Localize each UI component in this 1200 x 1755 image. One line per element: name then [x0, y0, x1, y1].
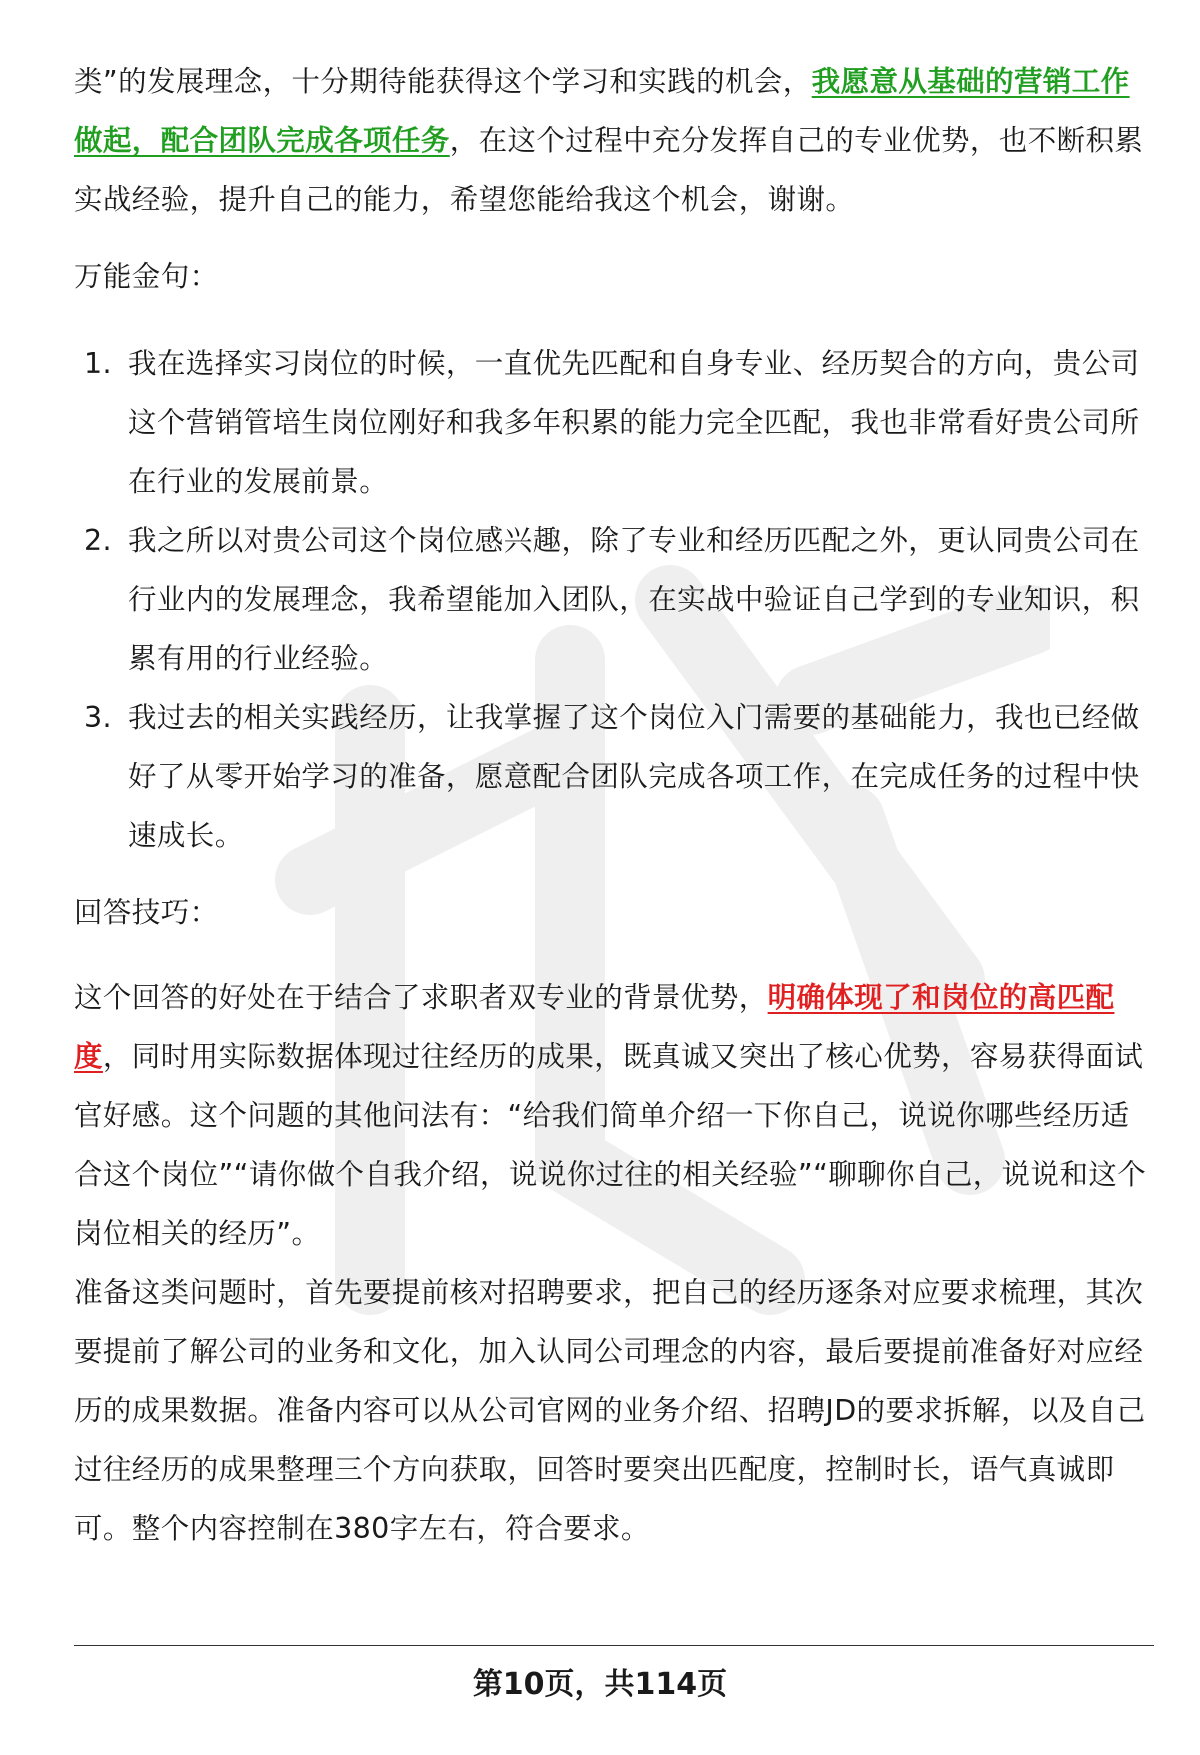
tips-highlight: 明确体现了和岗位的高匹配度	[74, 981, 1115, 1073]
tips-paragraph	[74, 968, 1149, 1263]
list-item-text: 我过去的相关实践经历，让我掌握了这个岗位入门需要的基础能力，我也已经做好了从零开始学习的准备，愿意配合团队完成各项工作，在完成任务的过程中快速成长。	[128, 701, 1140, 852]
answer-tips-label: 回答技巧：	[74, 896, 219, 929]
list-item-number: 3.	[84, 701, 112, 734]
list-item-number: 1.	[84, 347, 112, 380]
intro-text-end: ，在这个过程中充分发挥自己的专业优势，也不断积累实战经验，提升自己的能力，希望您能给我这个机会，谢谢。	[74, 124, 1144, 216]
list-item	[74, 334, 1149, 511]
page-number: 第10页，共114页	[472, 1667, 728, 1702]
golden-sentences-label: 万能金句：	[74, 260, 219, 293]
intro-text-start: 类”的发展理念，十分期待能获得这个学习和实践的机会，	[74, 65, 812, 98]
list-item-number: 2.	[84, 524, 112, 557]
preparation-paragraph: 准备这类问题时，首先要提前核对招聘要求，把自己的经历逐条对应要求梳理，其次要提前了解公司的业务和文化，加入认同公司理念的内容，最后要提前准备好对应经历的成果数据。准备内容可以从公司官网的业务介绍、招聘JD的要求拆解，以及自己过往经历的成果整理三个方向获取，回答时要突出匹配度，控制时长，语气真诚即可。整个内容控制在380字左右，符合要求。	[74, 1276, 1146, 1545]
list-item	[74, 511, 1149, 688]
intro-paragraph	[74, 52, 1149, 229]
intro-highlight: 我愿意从基础的营销工作做起，配合团队完成各项任务	[74, 65, 1130, 157]
list-item-text: 我之所以对贵公司这个岗位感兴趣，除了专业和经历匹配之外，更认同贵公司在行业内的发展理念，我希望能加入团队，在实战中验证自己学到的专业知识，积累有用的行业经验。	[128, 524, 1140, 675]
tips-text-start: 这个回答的好处在于结合了求职者双专业的背景优势，	[74, 981, 768, 1014]
tips-text-end: ，同时用实际数据体现过往经历的成果，既真诚又突出了核心优势，容易获得面试官好感。这个问题的其他问法有：“给我们简单介绍一下你自己，说说你哪些经历适合这个岗位”“请你做个自我介绍，说说你过往的相关经验”“聊聊你自己，说说和这个岗位相关的经历”。	[74, 1040, 1147, 1250]
document-body	[74, 52, 1149, 1558]
list-item	[74, 688, 1149, 865]
list-item-text: 我在选择实习岗位的时候，一直优先匹配和自身专业、经历契合的方向，贵公司这个营销管培生岗位刚好和我多年积累的能力完全匹配，我也非常看好贵公司所在行业的发展前景。	[128, 347, 1140, 498]
golden-sentences-list	[74, 334, 1149, 865]
footer-divider	[74, 1645, 1154, 1646]
